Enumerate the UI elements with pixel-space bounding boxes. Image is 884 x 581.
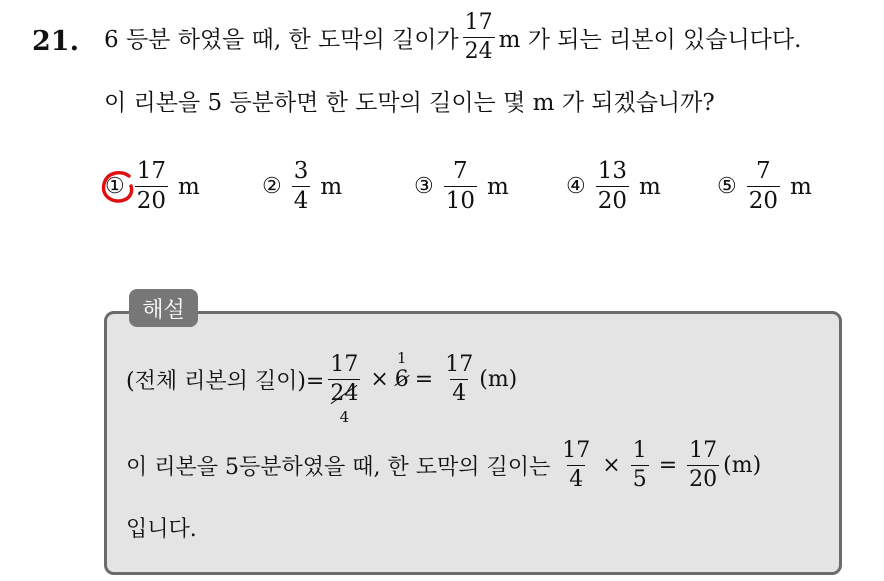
choice-3-mark: ③ xyxy=(414,174,434,199)
solution-tag: 해설 xyxy=(129,289,198,327)
solution-fraction-1: 17 24 4 xyxy=(330,352,359,426)
solution-line-1: (전체 리본의 길이)= 17 24 4 × 1 6 = $\frac{17}{4}$ (m) xyxy=(126,349,518,426)
solution-fraction-a: $\frac{17}{4}$ xyxy=(562,438,591,492)
choice-5[interactable]: ⑤ $\frac{7}{20}$ m xyxy=(717,158,812,214)
question-fraction xyxy=(463,12,495,63)
choice-5-fraction: $\frac{7}{20}$ xyxy=(748,158,779,214)
choice-5-mark: ⑤ xyxy=(717,174,737,199)
choice-4-mark: ④ xyxy=(566,174,586,199)
solution-result-1: $\frac{17}{4}$ xyxy=(445,352,474,406)
choice-2-fraction: $\frac{3}{4}$ xyxy=(293,158,309,214)
solution-line-2: 이 리본을 5등분하였을 때, 한 도막의 길이는 $\frac{17}{4}$ × $\frac{1}{5}$ = $\frac{17}{20}$ (m) xyxy=(126,438,762,492)
question-text-post: m 가 되는 리본이 있습니다다. xyxy=(498,27,802,53)
choice-3[interactable]: ③ $\frac{7}{10}$ m xyxy=(414,158,509,214)
fraction-numerator: 17 xyxy=(464,10,493,35)
choice-2-mark: ② xyxy=(262,174,282,199)
choice-1-fraction: $\frac{17}{20}$ xyxy=(136,158,167,214)
solution-result-2: $\frac{17}{20}$ xyxy=(689,438,718,492)
red-circle-icon xyxy=(99,168,139,208)
choice-1-mark: ① xyxy=(105,174,125,199)
choice-1[interactable]: ① $\frac{17}{20}$ m xyxy=(105,160,200,213)
choice-3-fraction: $\frac{7}{10}$ xyxy=(445,158,476,214)
question-line-2: 이 리본을 5 등분하면 한 도막의 길이는 몇 m 가 되겠습니까? xyxy=(104,90,715,116)
question-line-1 xyxy=(104,12,801,63)
choice-4[interactable]: ④ $\frac{13}{20}$ m xyxy=(566,158,661,214)
choice-4-fraction: $\frac{13}{20}$ xyxy=(597,158,628,214)
solution-line-3: 입니다. xyxy=(126,517,197,542)
question-number: 21. xyxy=(32,26,79,57)
solution-label: (전체 리본의 길이)= xyxy=(126,369,325,394)
fraction-denominator: 24 xyxy=(464,39,493,64)
question-text-pre: 6 등분 하였을 때, 한 도막의 길이가 xyxy=(104,27,459,53)
solution-cancelled-six: 1 6 xyxy=(394,349,409,392)
choice-2[interactable]: ② $\frac{3}{4}$ m xyxy=(262,158,343,214)
solution-fraction-b: $\frac{1}{5}$ xyxy=(632,438,647,492)
